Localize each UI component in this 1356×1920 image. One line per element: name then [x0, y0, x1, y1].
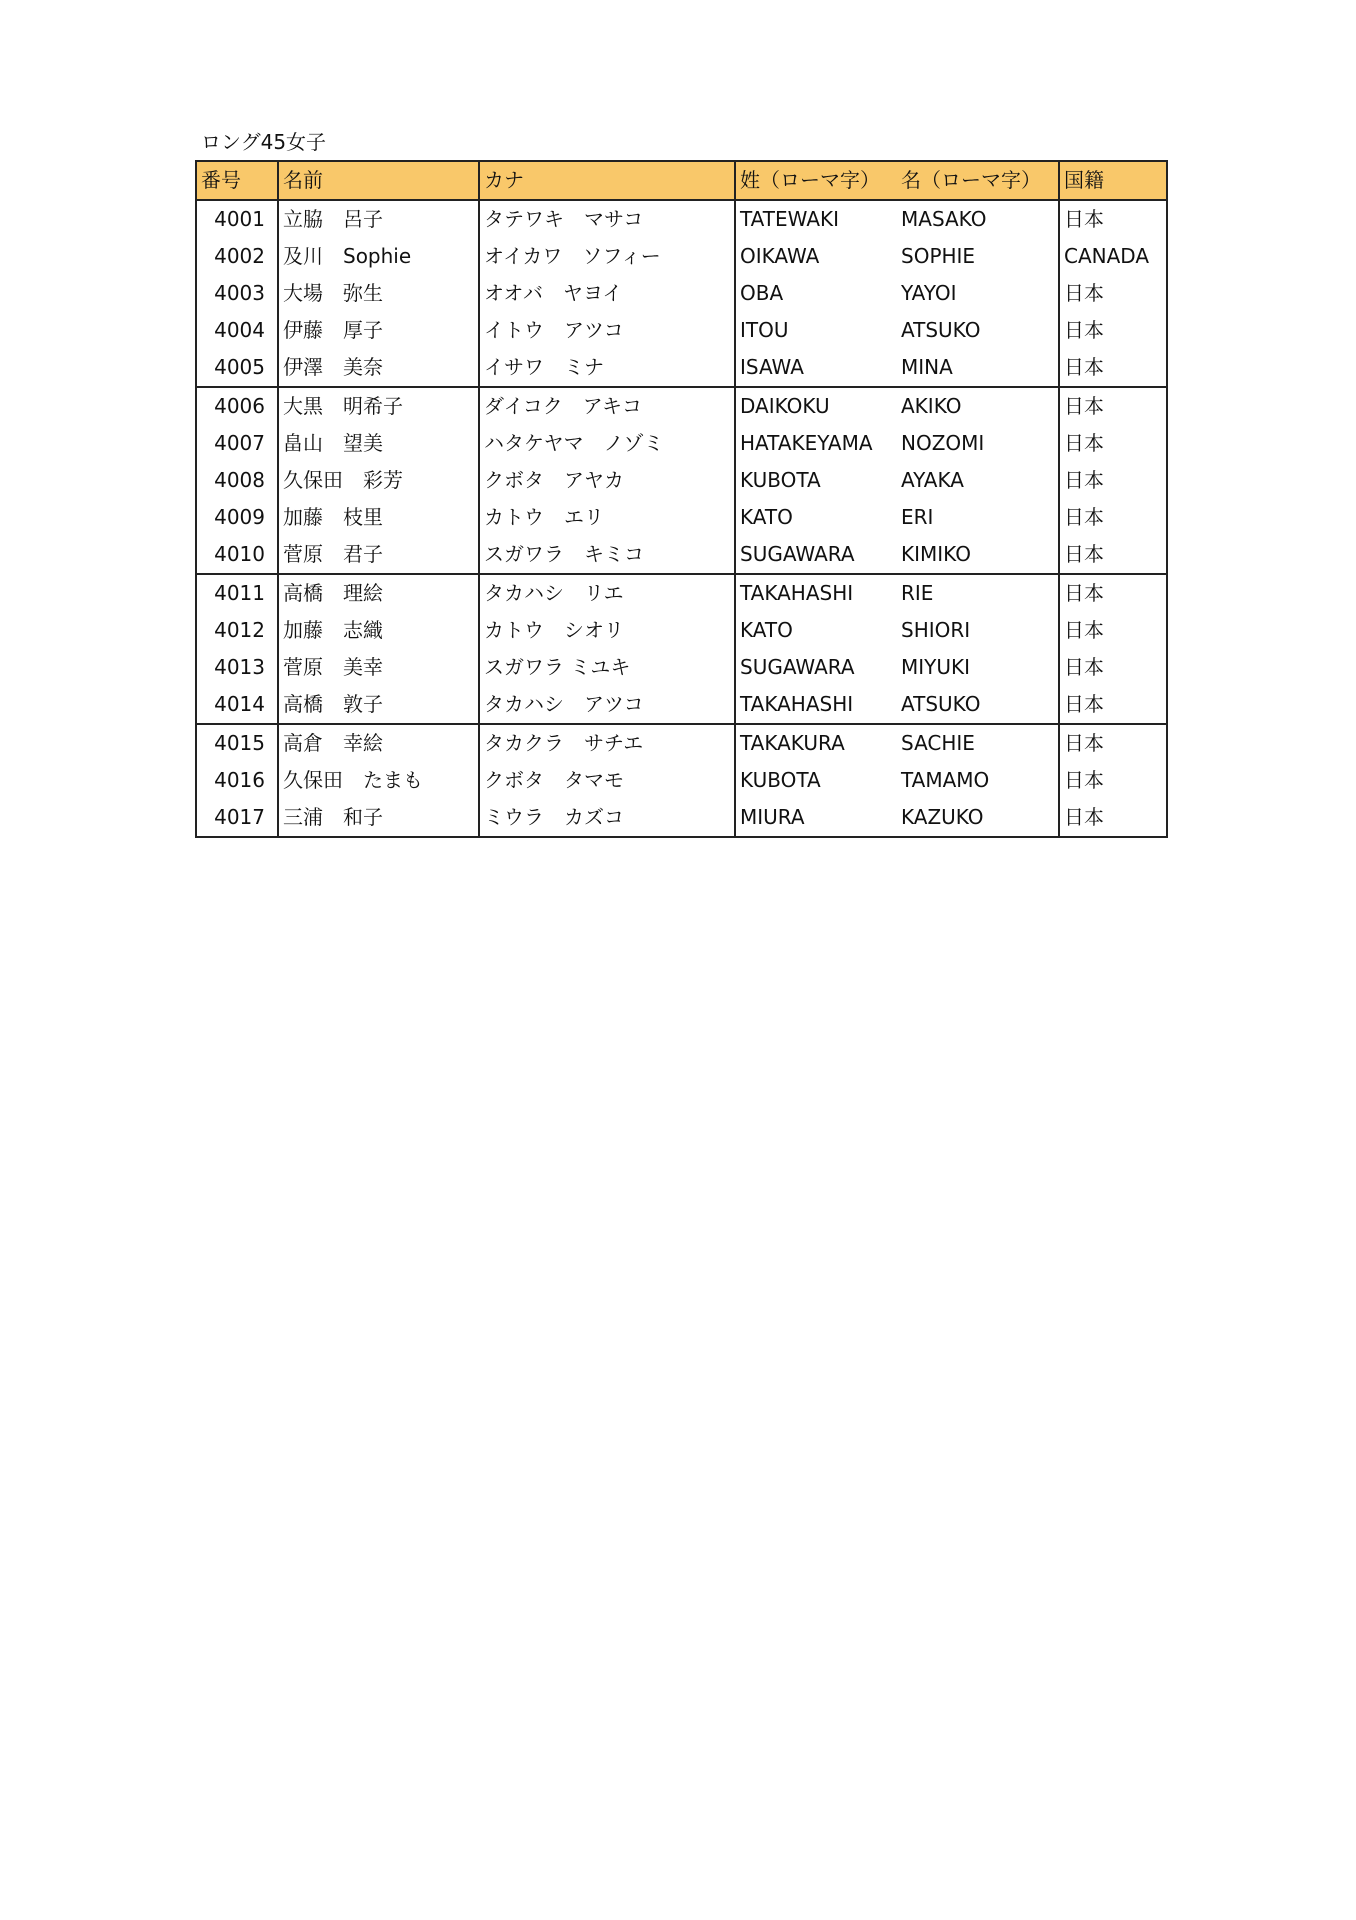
- cell-first-roman: MIYUKI: [897, 649, 1059, 686]
- cell-first-roman: NOZOMI: [897, 425, 1059, 462]
- row-group: [196, 387, 1167, 574]
- row-group: [196, 574, 1167, 724]
- cell-nationality: 日本: [1059, 275, 1167, 312]
- cell-last-roman: MIURA: [740, 805, 805, 829]
- cell-kana: イサワ ミナ: [479, 349, 735, 387]
- cell-kana: ダイコク アキコ: [479, 387, 735, 425]
- header-name: 名前: [278, 161, 479, 200]
- cell-kana: オオバ ヤヨイ: [479, 275, 735, 312]
- header-last-roman: 姓（ローマ字）: [735, 161, 897, 200]
- cell-last-roman: TAKAKURA: [740, 731, 845, 755]
- cell-number: 4012: [196, 612, 278, 649]
- cell-nationality: 日本: [1059, 387, 1167, 425]
- cell-first-roman: SHIORI: [897, 612, 1059, 649]
- cell-kana: タテワキ マサコ: [479, 200, 735, 238]
- cell-first-roman: MINA: [897, 349, 1059, 387]
- cell-first-roman: MASAKO: [897, 200, 1059, 238]
- cell-last-roman: KATO: [740, 618, 793, 642]
- cell-first-roman: ATSUKO: [897, 312, 1059, 349]
- cell-first-roman: RIE: [897, 574, 1059, 612]
- cell-kana: ミウラ カズコ: [479, 799, 735, 837]
- cell-first-roman: AYAKA: [897, 462, 1059, 499]
- table-row: [196, 612, 1167, 649]
- header-first-roman: 名（ローマ字）: [897, 161, 1059, 200]
- table-row: [196, 275, 1167, 312]
- cell-last-roman: HATAKEYAMA: [740, 431, 873, 455]
- cell-first-roman: SACHIE: [897, 724, 1059, 762]
- cell-number: 4011: [196, 574, 278, 612]
- table-row: [196, 799, 1167, 837]
- table-row: [196, 387, 1167, 425]
- cell-name: 畠山 望美: [278, 425, 479, 462]
- cell-first-roman: KAZUKO: [897, 799, 1059, 837]
- cell-nationality: 日本: [1059, 724, 1167, 762]
- header-number: 番号: [196, 161, 278, 200]
- cell-nationality: 日本: [1059, 200, 1167, 238]
- cell-number: 4013: [196, 649, 278, 686]
- cell-number: 4017: [196, 799, 278, 837]
- table-row: [196, 238, 1167, 275]
- table-row: [196, 462, 1167, 499]
- cell-nationality: 日本: [1059, 612, 1167, 649]
- cell-first-roman: YAYOI: [897, 275, 1059, 312]
- table-row: [196, 574, 1167, 612]
- cell-name: 三浦 和子: [278, 799, 479, 837]
- cell-number: 4009: [196, 499, 278, 536]
- cell-nationality: 日本: [1059, 349, 1167, 387]
- cell-number: 4010: [196, 536, 278, 574]
- cell-last-roman: SUGAWARA: [740, 542, 855, 566]
- row-group: [196, 200, 1167, 387]
- cell-kana: スガワラ ミユキ: [479, 649, 735, 686]
- cell-name: 菅原 君子: [278, 536, 479, 574]
- cell-number: 4006: [196, 387, 278, 425]
- cell-last-roman: ISAWA: [740, 355, 804, 379]
- cell-last-roman: SUGAWARA: [740, 655, 855, 679]
- cell-kana: クボタ タマモ: [479, 762, 735, 799]
- cell-name: 加藤 志織: [278, 612, 479, 649]
- cell-name: 立脇 呂子: [278, 200, 479, 238]
- cell-last-roman: KUBOTA: [740, 468, 821, 492]
- cell-number: 4015: [196, 724, 278, 762]
- table-row: [196, 649, 1167, 686]
- cell-first-roman: SOPHIE: [897, 238, 1059, 275]
- table-row: [196, 762, 1167, 799]
- cell-number: 4005: [196, 349, 278, 387]
- header-kana: カナ: [479, 161, 735, 200]
- table-row: [196, 425, 1167, 462]
- cell-last-roman: KUBOTA: [740, 768, 821, 792]
- cell-nationality: 日本: [1059, 536, 1167, 574]
- cell-name: 大場 弥生: [278, 275, 479, 312]
- cell-kana: オイカワ ソフィー: [479, 238, 735, 275]
- cell-kana: ハタケヤマ ノゾミ: [479, 425, 735, 462]
- cell-first-roman: AKIKO: [897, 387, 1059, 425]
- table-row: [196, 499, 1167, 536]
- cell-kana: カトウ エリ: [479, 499, 735, 536]
- cell-kana: クボタ アヤカ: [479, 462, 735, 499]
- cell-number: 4001: [196, 200, 278, 238]
- cell-number: 4016: [196, 762, 278, 799]
- cell-kana: イトウ アツコ: [479, 312, 735, 349]
- cell-first-roman: ATSUKO: [897, 686, 1059, 724]
- cell-number: 4007: [196, 425, 278, 462]
- cell-name: 菅原 美幸: [278, 649, 479, 686]
- cell-name: 大黒 明希子: [278, 387, 479, 425]
- table-row: [196, 536, 1167, 574]
- cell-last-roman: OBA: [740, 281, 784, 305]
- table-row: [196, 686, 1167, 724]
- cell-nationality: 日本: [1059, 312, 1167, 349]
- cell-name: 高橋 理絵: [278, 574, 479, 612]
- cell-nationality: 日本: [1059, 649, 1167, 686]
- cell-name: 高倉 幸絵: [278, 724, 479, 762]
- cell-nationality: 日本: [1059, 762, 1167, 799]
- cell-last-roman: ITOU: [740, 318, 789, 342]
- header-nationality: 国籍: [1059, 161, 1167, 200]
- cell-nationality: 日本: [1059, 574, 1167, 612]
- row-group: [196, 724, 1167, 837]
- cell-name: 高橋 敦子: [278, 686, 479, 724]
- cell-last-roman: OIKAWA: [740, 244, 820, 268]
- cell-first-roman: KIMIKO: [897, 536, 1059, 574]
- cell-nationality: CANADA: [1059, 238, 1167, 275]
- table-row: [196, 200, 1167, 238]
- cell-name: 伊澤 美奈: [278, 349, 479, 387]
- table-row: [196, 349, 1167, 387]
- cell-last-roman: TAKAHASHI: [740, 581, 854, 605]
- roster-table: [195, 160, 1168, 838]
- cell-first-roman: ERI: [897, 499, 1059, 536]
- cell-number: 4002: [196, 238, 278, 275]
- table-row: [196, 724, 1167, 762]
- cell-nationality: 日本: [1059, 462, 1167, 499]
- cell-number: 4014: [196, 686, 278, 724]
- cell-last-roman: TATEWAKI: [740, 207, 840, 231]
- page-title: ロング45女子: [201, 130, 327, 154]
- header-row: [196, 161, 1167, 200]
- cell-last-roman: TAKAHASHI: [740, 692, 854, 716]
- table-row: [196, 312, 1167, 349]
- cell-kana: タカクラ サチエ: [479, 724, 735, 762]
- cell-name: 及川 Sophie: [278, 238, 479, 275]
- cell-nationality: 日本: [1059, 799, 1167, 837]
- cell-kana: タカハシ リエ: [479, 574, 735, 612]
- cell-first-roman: TAMAMO: [897, 762, 1059, 799]
- cell-kana: カトウ シオリ: [479, 612, 735, 649]
- cell-kana: タカハシ アツコ: [479, 686, 735, 724]
- cell-name: 久保田 たまも: [278, 762, 479, 799]
- cell-name: 久保田 彩芳: [278, 462, 479, 499]
- table-header: [196, 161, 1167, 200]
- cell-nationality: 日本: [1059, 425, 1167, 462]
- cell-number: 4008: [196, 462, 278, 499]
- cell-nationality: 日本: [1059, 499, 1167, 536]
- cell-nationality: 日本: [1059, 686, 1167, 724]
- cell-name: 加藤 枝里: [278, 499, 479, 536]
- cell-number: 4004: [196, 312, 278, 349]
- cell-last-roman: KATO: [740, 505, 793, 529]
- cell-last-roman: DAIKOKU: [740, 394, 830, 418]
- cell-kana: スガワラ キミコ: [479, 536, 735, 574]
- cell-name: 伊藤 厚子: [278, 312, 479, 349]
- cell-number: 4003: [196, 275, 278, 312]
